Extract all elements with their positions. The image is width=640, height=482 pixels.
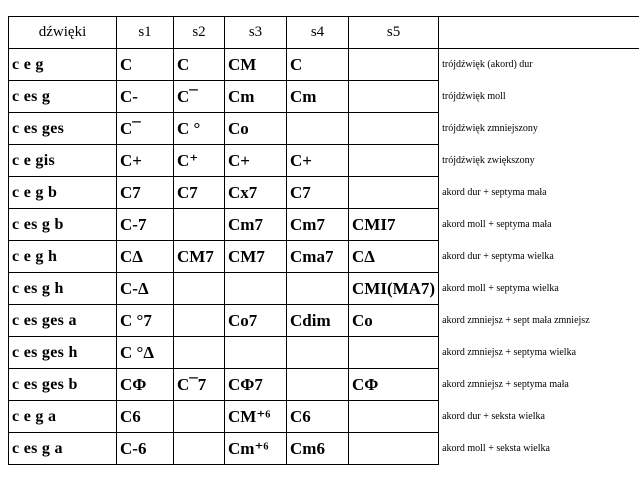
chord-description: akord zmniejsz + sept mała zmniejsz bbox=[439, 305, 639, 337]
chord-symbol-s2: C ° bbox=[174, 113, 225, 145]
chord-symbol-s1: C-7 bbox=[117, 209, 174, 241]
header-description bbox=[439, 17, 639, 49]
chord-symbol-s3: Cm⁺⁶ bbox=[225, 433, 287, 465]
chord-symbol-s2 bbox=[174, 209, 225, 241]
chord-notes: c es g b bbox=[9, 209, 117, 241]
chord-notes: c es ges b bbox=[9, 369, 117, 401]
chord-notes: c es g h bbox=[9, 273, 117, 305]
chord-symbol-s4: C6 bbox=[287, 401, 349, 433]
chord-description: akord zmniejsz + septyma wielka bbox=[439, 337, 639, 369]
table-row bbox=[9, 305, 639, 337]
chord-notes: c es ges h bbox=[9, 337, 117, 369]
chord-symbol-s3: Co7 bbox=[225, 305, 287, 337]
chord-symbol-s5: CMI7 bbox=[349, 209, 439, 241]
chord-symbol-s2: C¯ bbox=[174, 81, 225, 113]
chord-description: akord zmniejsz + septyma mała bbox=[439, 369, 639, 401]
header-notes: dźwięki bbox=[9, 17, 117, 49]
chord-symbol-s5 bbox=[349, 113, 439, 145]
table-header-row bbox=[9, 17, 639, 49]
chord-symbol-s4: Cm7 bbox=[287, 209, 349, 241]
chord-description: akord moll + septyma wielka bbox=[439, 273, 639, 305]
chord-symbol-s1: C7 bbox=[117, 177, 174, 209]
chord-symbol-s4: Cdim bbox=[287, 305, 349, 337]
chord-symbol-s3: Cm bbox=[225, 81, 287, 113]
chord-symbol-s4 bbox=[287, 113, 349, 145]
chord-symbol-s3: CM7 bbox=[225, 241, 287, 273]
chord-symbol-s2 bbox=[174, 305, 225, 337]
chord-symbol-s5: CΦ bbox=[349, 369, 439, 401]
header-s1: s1 bbox=[117, 17, 174, 49]
chord-symbol-s4 bbox=[287, 273, 349, 305]
chord-symbol-s1: CΔ bbox=[117, 241, 174, 273]
table-row bbox=[9, 81, 639, 113]
chord-notes: c es ges a bbox=[9, 305, 117, 337]
chord-symbol-s3: CM⁺⁶ bbox=[225, 401, 287, 433]
chord-symbol-s5 bbox=[349, 81, 439, 113]
chord-symbol-s3: Co bbox=[225, 113, 287, 145]
chord-symbol-s1: C °7 bbox=[117, 305, 174, 337]
chord-symbol-s2: C7 bbox=[174, 177, 225, 209]
chord-symbol-s4 bbox=[287, 337, 349, 369]
table-row bbox=[9, 209, 639, 241]
chord-symbol-s1: C6 bbox=[117, 401, 174, 433]
chord-notes: c e g b bbox=[9, 177, 117, 209]
chord-symbol-table bbox=[8, 16, 639, 465]
table-row bbox=[9, 369, 639, 401]
chord-notes: c e gis bbox=[9, 145, 117, 177]
chord-description: akord dur + seksta wielka bbox=[439, 401, 639, 433]
header-s4: s4 bbox=[287, 17, 349, 49]
chord-description: trójdźwięk moll bbox=[439, 81, 639, 113]
chord-notes: c e g bbox=[9, 49, 117, 81]
chord-notes: c e g a bbox=[9, 401, 117, 433]
chord-symbol-s1: C °Δ bbox=[117, 337, 174, 369]
table-body bbox=[9, 49, 639, 465]
chord-symbol-s4: Cma7 bbox=[287, 241, 349, 273]
chord-symbol-s4: Cm6 bbox=[287, 433, 349, 465]
chord-notes: c es ges bbox=[9, 113, 117, 145]
chord-symbol-s2 bbox=[174, 401, 225, 433]
chord-symbol-s5 bbox=[349, 401, 439, 433]
chord-symbol-s1: C- bbox=[117, 81, 174, 113]
table-row bbox=[9, 273, 639, 305]
table-row bbox=[9, 177, 639, 209]
chord-symbol-s1: C bbox=[117, 49, 174, 81]
chord-symbol-s5: Co bbox=[349, 305, 439, 337]
chord-symbol-s3: C+ bbox=[225, 145, 287, 177]
chord-notes: c es g bbox=[9, 81, 117, 113]
chord-symbol-s2: C bbox=[174, 49, 225, 81]
chord-symbol-s1: C-Δ bbox=[117, 273, 174, 305]
chord-symbol-s5 bbox=[349, 145, 439, 177]
chord-description: akord moll + septyma mała bbox=[439, 209, 639, 241]
chord-symbol-s5 bbox=[349, 177, 439, 209]
chord-symbol-s3 bbox=[225, 273, 287, 305]
chord-symbol-s2: C⁺ bbox=[174, 145, 225, 177]
chord-symbol-s1: C+ bbox=[117, 145, 174, 177]
header-s5: s5 bbox=[349, 17, 439, 49]
table-row bbox=[9, 337, 639, 369]
chord-symbol-s2 bbox=[174, 273, 225, 305]
chord-symbol-s4 bbox=[287, 369, 349, 401]
chord-description: akord dur + septyma mała bbox=[439, 177, 639, 209]
chord-description: trójdźwięk zwiększony bbox=[439, 145, 639, 177]
chord-symbol-s1: C-6 bbox=[117, 433, 174, 465]
chord-description: trójdźwięk zmniejszony bbox=[439, 113, 639, 145]
chord-symbol-s5: CMI(MA7) bbox=[349, 273, 439, 305]
table-row bbox=[9, 145, 639, 177]
chord-symbol-s2 bbox=[174, 337, 225, 369]
chord-symbol-s5 bbox=[349, 49, 439, 81]
chord-symbol-s4: C7 bbox=[287, 177, 349, 209]
chord-symbol-s1: CΦ bbox=[117, 369, 174, 401]
chord-notes: c e g h bbox=[9, 241, 117, 273]
chord-symbol-s3: CΦ7 bbox=[225, 369, 287, 401]
table-row bbox=[9, 113, 639, 145]
chord-symbol-s3: Cx7 bbox=[225, 177, 287, 209]
table-row bbox=[9, 49, 639, 81]
chord-description: akord moll + seksta wielka bbox=[439, 433, 639, 465]
chord-description: trójdźwięk (akord) dur bbox=[439, 49, 639, 81]
chord-symbol-s3 bbox=[225, 337, 287, 369]
header-s2: s2 bbox=[174, 17, 225, 49]
chord-symbol-s5 bbox=[349, 337, 439, 369]
chord-symbol-s3: Cm7 bbox=[225, 209, 287, 241]
chord-description: akord dur + septyma wielka bbox=[439, 241, 639, 273]
chord-symbol-s2 bbox=[174, 433, 225, 465]
table-row bbox=[9, 401, 639, 433]
header-s3: s3 bbox=[225, 17, 287, 49]
chord-symbol-s2: C¯7 bbox=[174, 369, 225, 401]
chord-symbol-s5 bbox=[349, 433, 439, 465]
chord-notes: c es g a bbox=[9, 433, 117, 465]
chord-symbol-s5: CΔ bbox=[349, 241, 439, 273]
chord-symbol-s2: CM7 bbox=[174, 241, 225, 273]
chord-symbol-s3: CM bbox=[225, 49, 287, 81]
table-row bbox=[9, 241, 639, 273]
chord-symbol-s4: C+ bbox=[287, 145, 349, 177]
chord-symbol-s4: C bbox=[287, 49, 349, 81]
chord-symbol-s1: C¯ bbox=[117, 113, 174, 145]
table-row bbox=[9, 433, 639, 465]
chord-symbol-s4: Cm bbox=[287, 81, 349, 113]
